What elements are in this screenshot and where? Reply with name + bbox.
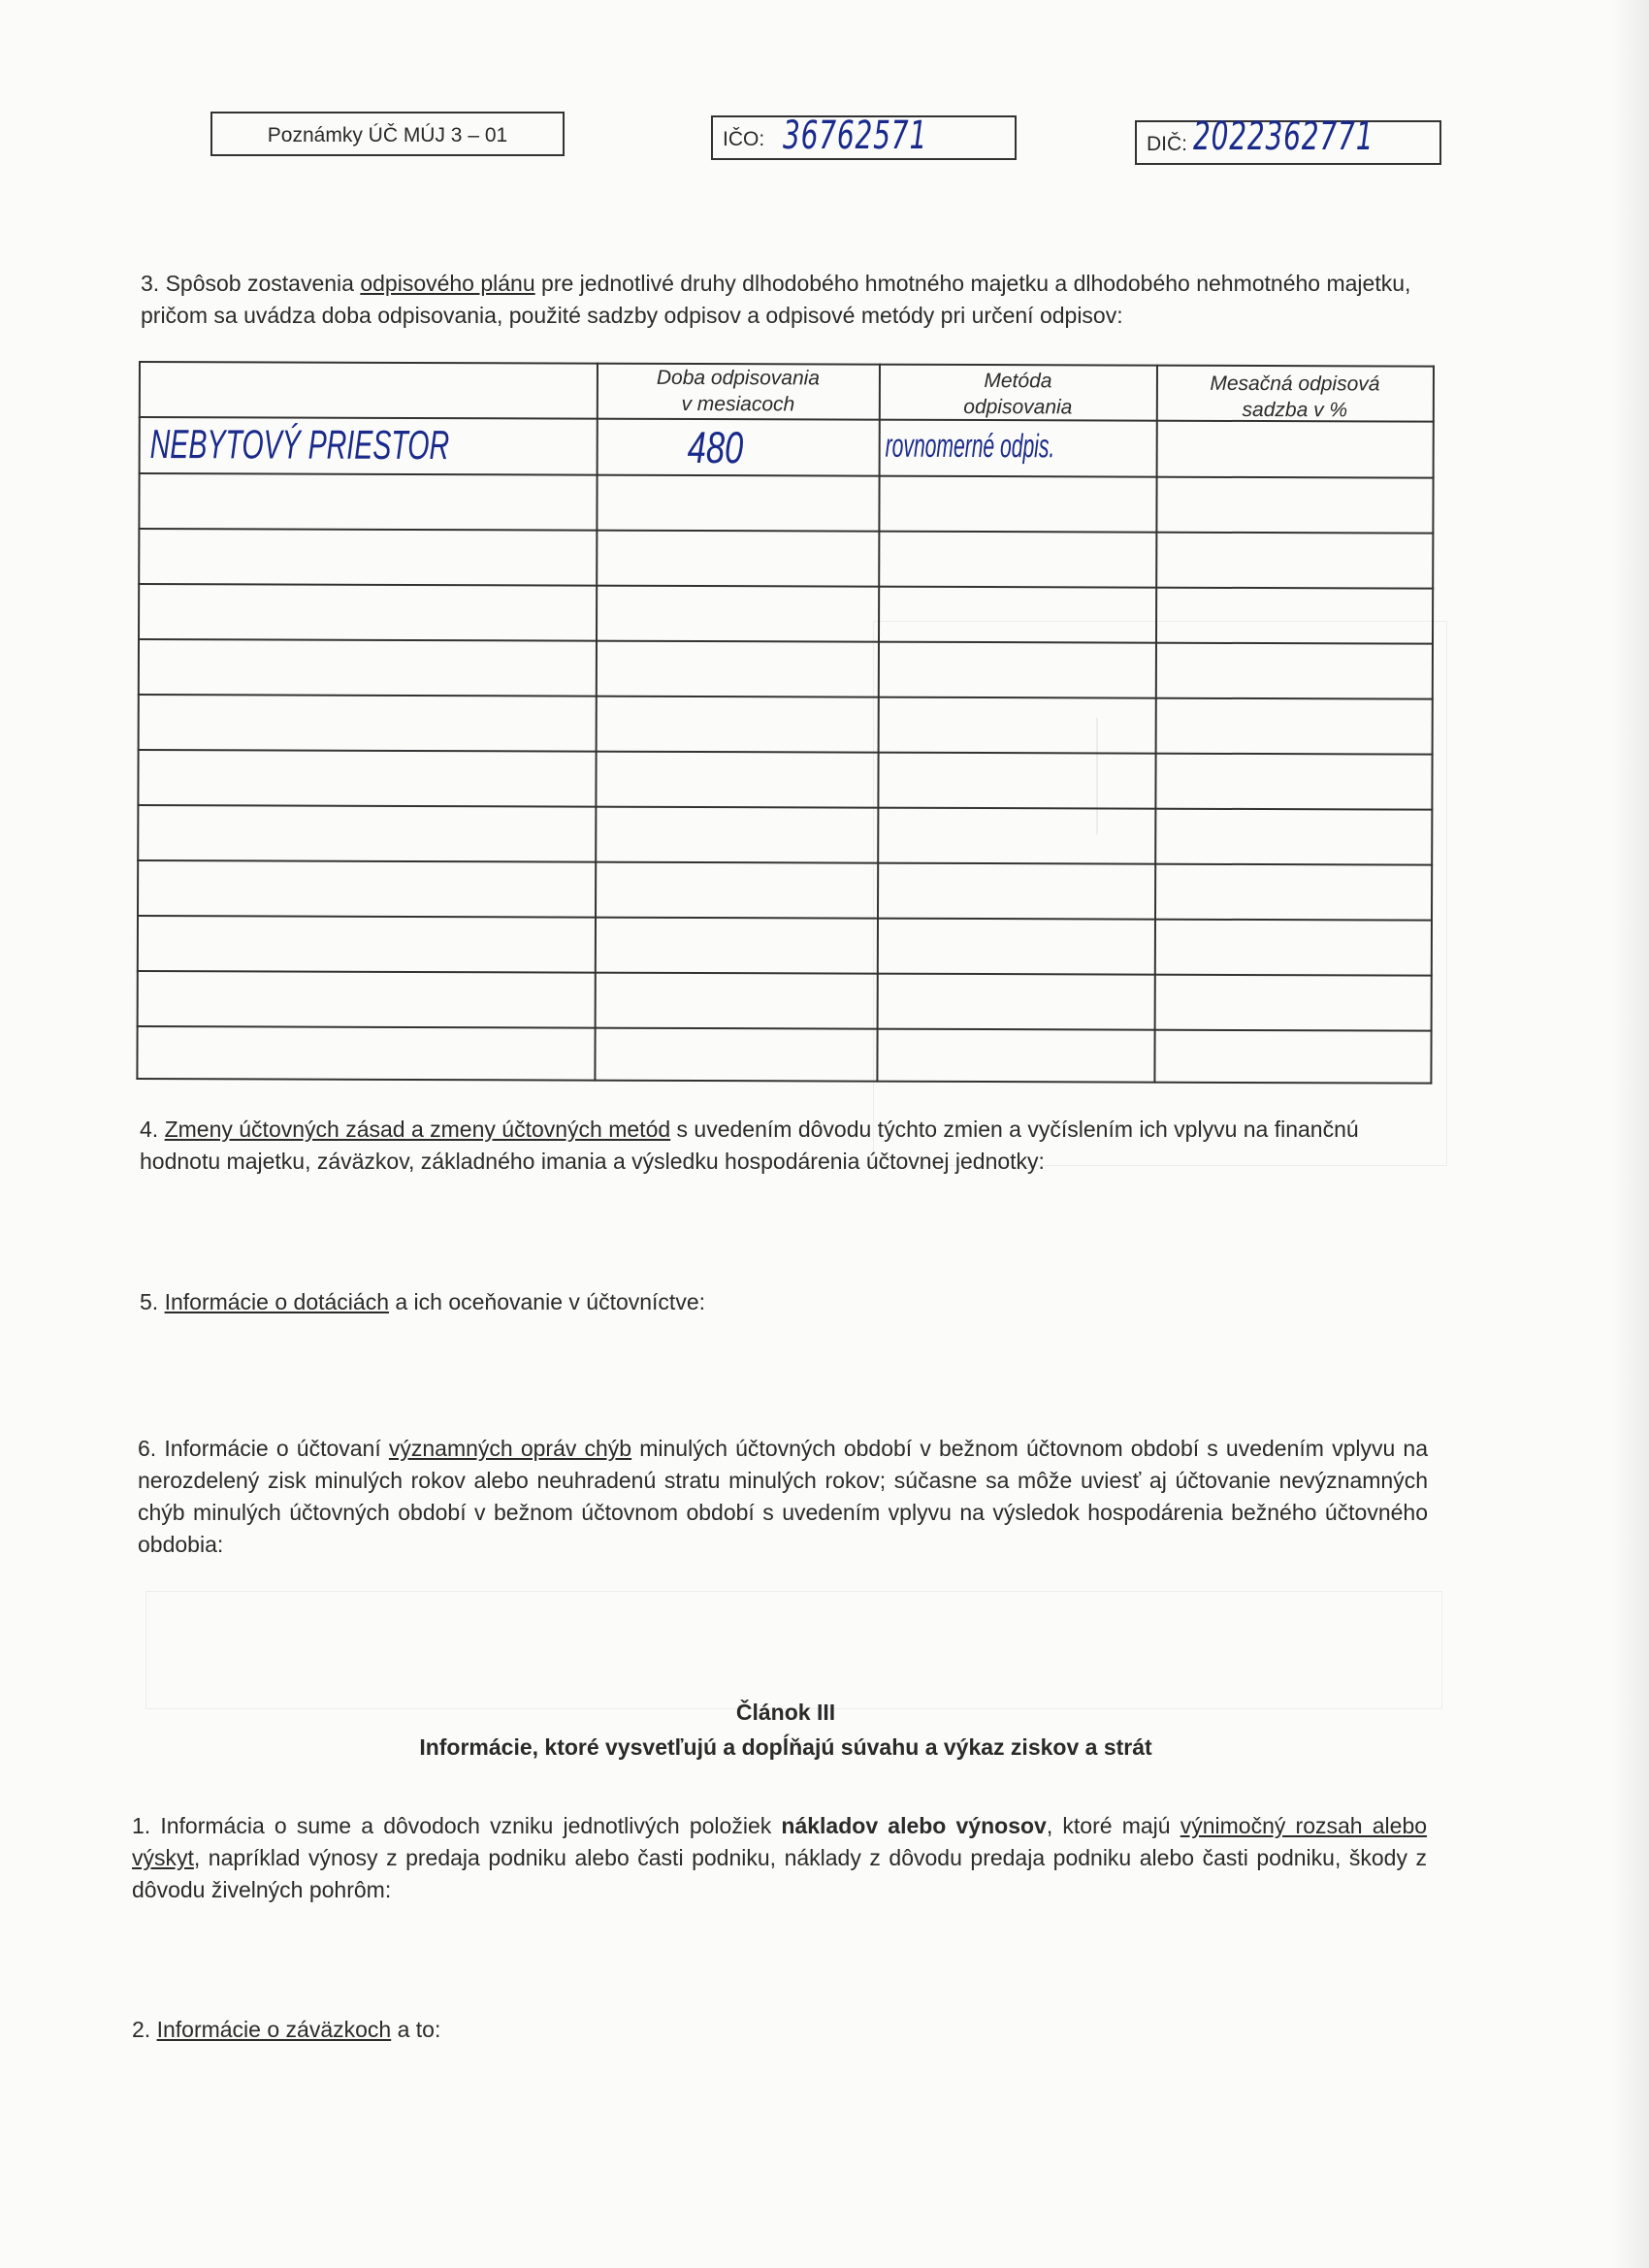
table-border-bottom — [136, 1078, 1432, 1085]
dic-value: 2022362771 — [1193, 114, 1374, 159]
article-item-1-text-b: , ktoré majú — [1046, 1813, 1180, 1838]
article-item-1-exceptional-items — [132, 1810, 1427, 1906]
table-row-divider — [137, 915, 1433, 922]
table-row-divider — [137, 859, 1433, 866]
article-subtitle: Informácie, ktoré vysvetľujú a dopĺňajú súvahu a výkaz ziskov a strát — [419, 1734, 1152, 1760]
article-item-1-number: 1. — [132, 1813, 161, 1838]
section-6-text-a: Informácie o účtovaní — [164, 1436, 389, 1461]
header-metoda-line2: odpisovania — [963, 395, 1073, 419]
section-5-subsidies — [140, 1286, 1110, 1318]
article-item-2-liabilities — [132, 2014, 1102, 2046]
section-3-text-b: pre jednotlivé druhy dlhodobého hmotného majetku a dlhodobého nehmotného majetku, pričom sa uvádza doba odpisovania, použité sadzby odpisov a odpisové metódy pri určení odpisov: — [141, 271, 1411, 328]
ico-label: IČO: — [723, 128, 765, 150]
ico-field[interactable] — [711, 115, 1017, 160]
dic-label: DIČ: — [1147, 133, 1187, 155]
section-5-number: 5. — [140, 1289, 165, 1314]
section-4-text: s uvedením dôvodu týchto zmien a vyčíslením ich vplyvu na finančnú hodnotu majetku, záväzkov, základného imania a výsledku hospodárenia účtovnej jednotky: — [140, 1117, 1359, 1174]
section-4-underlined: Zmeny účtovných zásad a zmeny účtovných metód — [164, 1117, 671, 1142]
article-item-2-underlined: Informácie o záväzkoch — [156, 2017, 392, 2042]
header-metoda-odpisovania — [881, 368, 1155, 427]
article-item-1-bold: nákladov alebo výnosov — [781, 1813, 1047, 1838]
article-item-2-text: a to: — [391, 2017, 441, 2042]
section-6-error-corrections — [138, 1433, 1428, 1561]
header-doba-line1: Doba odpisovania — [656, 366, 821, 390]
table-row-divider — [137, 1025, 1433, 1032]
depreciation-table — [136, 361, 1435, 1085]
article-item-1-text-a: Informácia o sume a dôvodoch vzniku jednotlivých položiek — [160, 1813, 782, 1838]
table-row-divider — [137, 804, 1433, 811]
table-row-divider — [138, 583, 1434, 590]
note-form-code: Poznámky ÚČ MÚJ 3 – 01 — [267, 124, 508, 146]
article-item-2-number: 2. — [132, 2017, 157, 2042]
article-heading — [291, 1695, 1280, 1765]
page-edge-shadow — [1610, 0, 1649, 2268]
header-doba-odpisovania — [598, 365, 878, 424]
header-doba-line2: v mesiacoch — [681, 392, 795, 416]
table-row-divider — [138, 638, 1434, 645]
header-metoda-line1: Metóda — [984, 370, 1052, 393]
header-sadzba-line2: sadzba v % — [1242, 398, 1348, 422]
article-item-1-underlined: výnimočný rozsah alebo výskyt — [132, 1813, 1428, 1870]
article-item-1-text-c: , napríklad výnosy z predaja podniku alebo časti podniku, náklady z dôvodu predaja podniku alebo časti podniku, škody z dôvodu živelných pohrôm: — [132, 1845, 1427, 1902]
ico-value: 36762571 — [783, 113, 928, 158]
table-row-divider — [139, 472, 1435, 479]
article-title: Článok III — [735, 1700, 836, 1725]
section-6-underlined: významných opráv chýb — [388, 1436, 632, 1461]
section-6-number: 6. — [138, 1436, 165, 1461]
row1-asset-type[interactable]: NEBYTOVÝ PRIESTOR — [149, 421, 450, 469]
section-4-accounting-changes — [140, 1114, 1439, 1178]
section-5-underlined: Informácie o dotáciách — [164, 1289, 389, 1314]
section-4-number: 4. — [140, 1117, 165, 1142]
section-3-number: 3. — [141, 271, 166, 296]
dic-field[interactable] — [1135, 114, 1441, 165]
table-row-divider — [137, 970, 1433, 977]
section-5-text: a ich oceňovanie v účtovníctve: — [388, 1289, 706, 1314]
section-3-underlined: odpisového plánu — [360, 271, 535, 296]
row1-duration-months[interactable]: 480 — [687, 421, 744, 473]
section-3-text-a: Spôsob zostavenia — [165, 271, 361, 296]
header-mesacna-sadzba — [1158, 371, 1432, 430]
table-row-divider — [138, 528, 1434, 535]
row1-method[interactable]: rovnomerné odpis. — [885, 427, 1055, 466]
section-3-depreciation-plan — [141, 268, 1440, 332]
section-6-text-b: minulých účtovných období v bežnom účtovnom období s uvedením vplyvu na nerozdelený zisk minulých rokov alebo neuhradenú stratu minulých rokov; súčasne sa môže uviesť aj účtovanie nevýznamných chýb minulých účtovných období v bežnom účtovnom období s uvedením vplyvu na výsledok hospodárenia bežného účtovného obdobia: — [138, 1436, 1428, 1557]
table-row-divider — [138, 749, 1434, 756]
note-form-code-box — [210, 112, 565, 156]
header-sadzba-line1: Mesačná odpisová — [1210, 372, 1380, 396]
table-row-divider — [138, 694, 1434, 700]
